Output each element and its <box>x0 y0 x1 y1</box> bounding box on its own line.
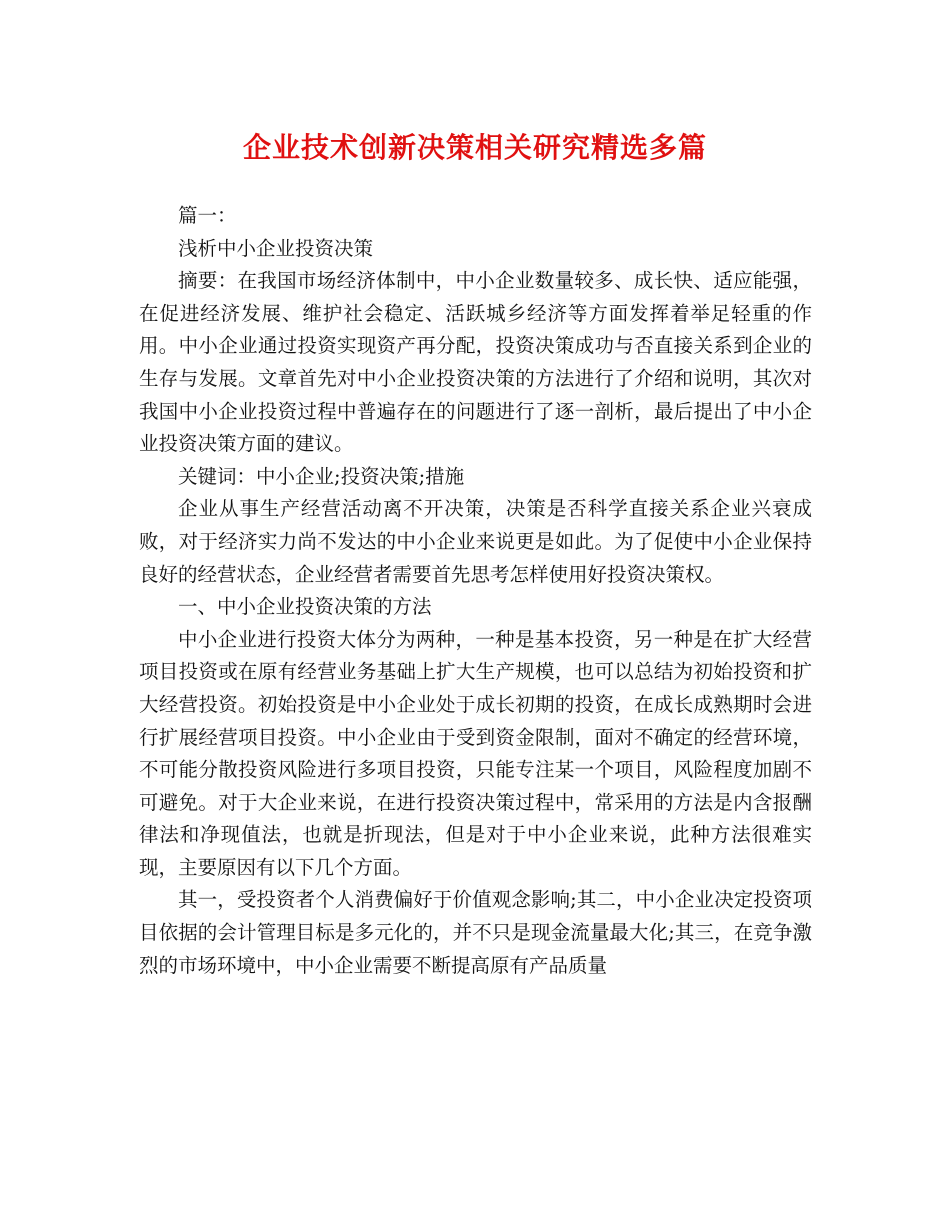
keywords-paragraph: 关键词：中小企业;投资决策;措施 <box>178 464 465 488</box>
document-title: 企业技术创新决策相关研究精选多篇 <box>242 131 707 164</box>
section-heading: 一、中小企业投资决策的方法 <box>178 595 432 619</box>
article-title: 浅析中小企业投资决策 <box>178 236 374 260</box>
document-body <box>139 200 812 982</box>
section-label: 篇一： <box>178 204 237 227</box>
body-paragraph: 其一，受投资者个人消费偏好于价值观念影响;其二，中小企业决定投资项目依据的会计管理目标是多元化的，并不只是现金流量最大化;其三，在竞争激烈的市场环境中，中小企业需要不断提高原有产品质量 <box>139 888 812 977</box>
abstract-paragraph: 摘要：在我国市场经济体制中，中小企业数量较多、成长快、适应能强，在促进经济发展、维护社会稳定、活跃城乡经济等方面发挥着举足轻重的作用。中小企业通过投资实现资产再分配，投资决策成功与否直接关系到企业的生存与发展。文章首先对中小企业投资决策的方法进行了介绍和说明，其次对我国中小企业投资过程中普遍存在的问题进行了逐一剖析，最后提出了中小企业投资决策方面的建议。 <box>139 269 812 456</box>
body-paragraph: 中小企业进行投资大体分为两种，一种是基本投资，另一种是在扩大经营项目投资或在原有经营业务基础上扩大生产规模，也可以总结为初始投资和扩大经营投资。初始投资是中小企业处于成长初期的投资，在成长成熟期时会进行扩展经营项目投资。中小企业由于受到资金限制，面对不确定的经营环境，不可能分散投资风险进行多项目投资，只能专注某一个项目，风险程度加剧不可避免。对于大企业来说，在进行投资决策过程中，常采用的方法是内含报酬律法和净现值法，也就是折现法，但是对于中小企业来说，此种方法很难实现，主要原因有以下几个方面。 <box>139 627 812 879</box>
intro-paragraph: 企业从事生产经营活动离不开决策，决策是否科学直接关系企业兴衰成败，对于经济实力尚不发达的中小企业来说更是如此。为了促使中小企业保持良好的经营状态，企业经营者需要首先思考怎样使用好投资决策权。 <box>139 497 812 586</box>
